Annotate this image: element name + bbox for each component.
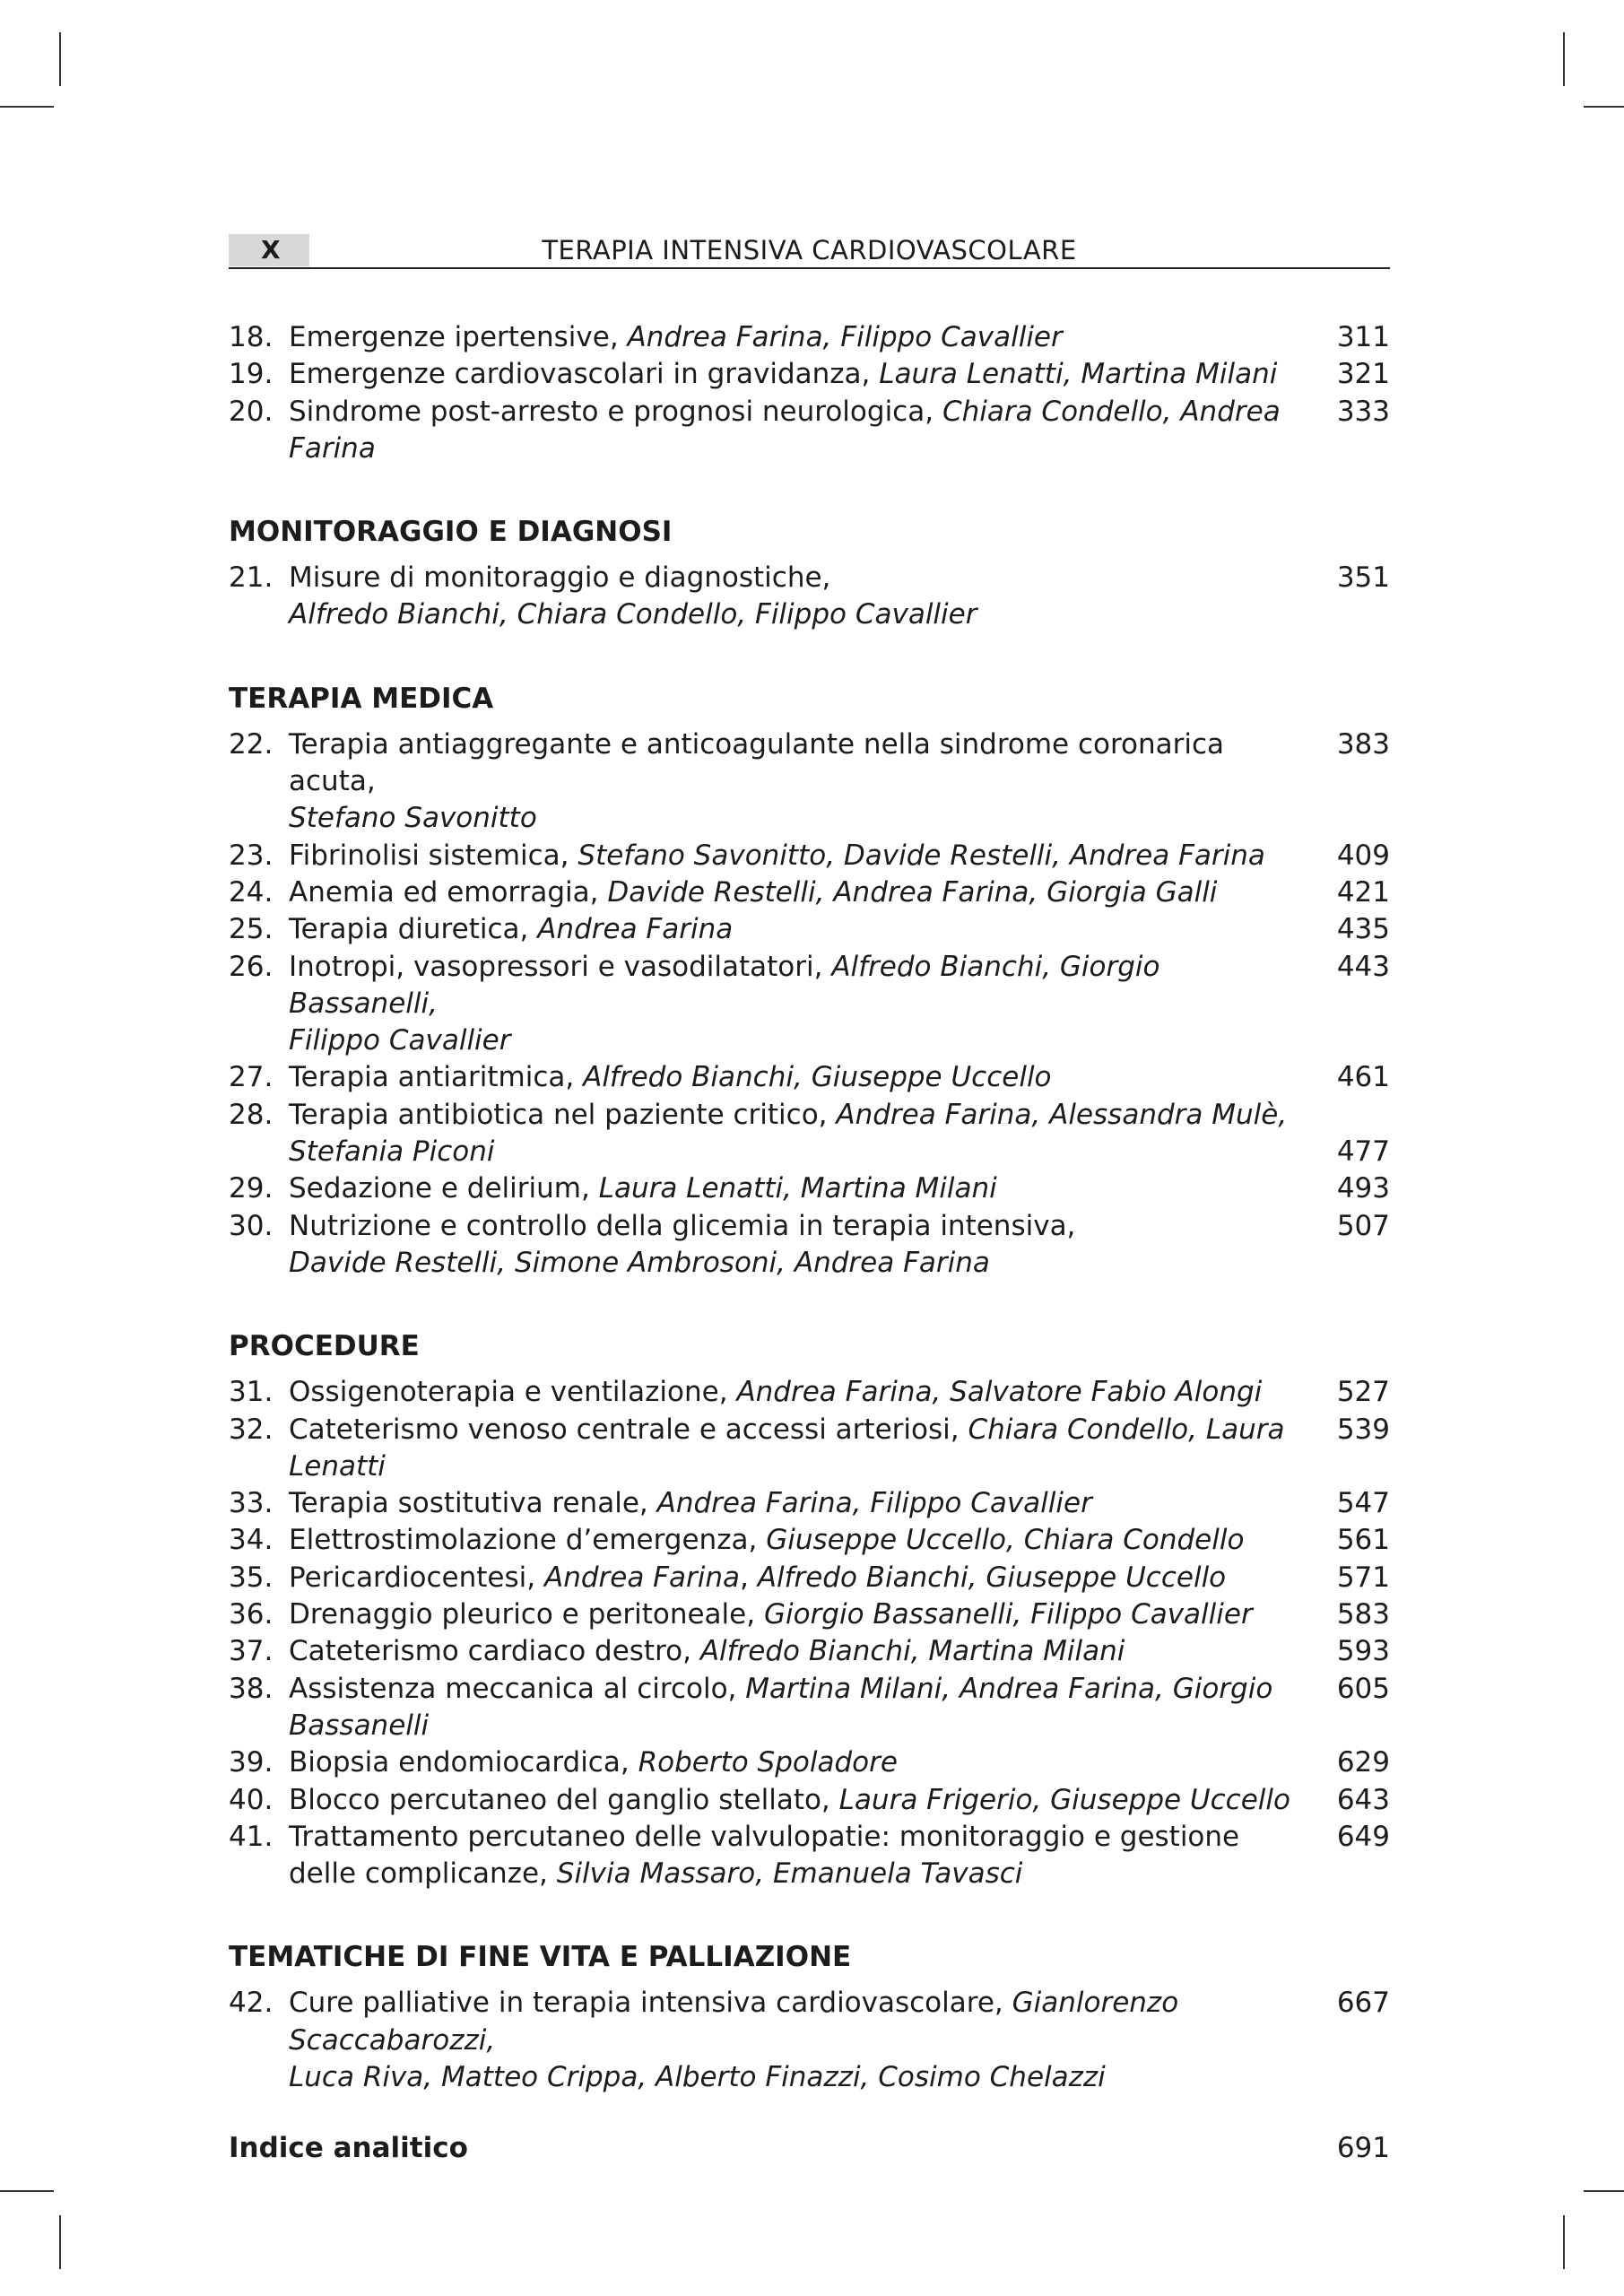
chapter-authors: Giorgio Bassanelli, Filippo Cavallier xyxy=(763,1598,1253,1631)
chapter-title: Emergenze cardiovascolari in gravidanza, xyxy=(289,358,880,391)
chapter-number: 18. xyxy=(229,321,274,353)
toc-entry[interactable] xyxy=(229,319,1390,356)
chapter-authors: Andrea Farina xyxy=(537,913,734,946)
chapter-title: Terapia antiaggregante e anticoagulante nella sindrome coronarica acuta, xyxy=(289,727,1225,798)
chapter-title: Terapia antibiotica nel paziente critico, xyxy=(289,1098,837,1131)
chapter-authors-cont: Luca Riva, Matteo Crippa, Alberto Finazzi, Cosimo Chelazzi xyxy=(289,2060,1106,2093)
page-number: 561 xyxy=(1336,1524,1390,1557)
toc-entry[interactable] xyxy=(229,1208,1390,1283)
toc-entry[interactable] xyxy=(229,949,1390,1060)
chapter-authors-cont: Filippo Cavallier xyxy=(289,1024,511,1057)
page-number: 321 xyxy=(1336,358,1390,391)
page-number: 507 xyxy=(1336,1209,1390,1242)
toc-entry[interactable] xyxy=(229,1097,1390,1171)
chapter-title: Assistenza meccanica al circolo, xyxy=(289,1672,746,1705)
page-number: 383 xyxy=(1336,727,1390,761)
crop-mark xyxy=(0,106,54,108)
crop-mark xyxy=(1563,2215,1565,2269)
toc-entry[interactable] xyxy=(229,1671,1390,1745)
chapter-number: 28. xyxy=(229,1098,274,1131)
chapter-number: 31. xyxy=(229,1376,274,1409)
chapter-title: Cure palliative in terapia intensiva cardiovascolare, xyxy=(289,1987,1012,2020)
page-number: 443 xyxy=(1336,950,1390,983)
page-number: 643 xyxy=(1336,1783,1390,1816)
chapter-authors: Alfredo Bianchi, Giuseppe Uccello xyxy=(583,1061,1052,1094)
index-label: Indice analitico xyxy=(229,2132,468,2165)
chapter-authors: Alfredo Bianchi, Giuseppe Uccello xyxy=(757,1561,1227,1594)
crop-mark xyxy=(1584,106,1624,108)
chapter-title: Nutrizione e controllo della glicemia in terapia intensiva, xyxy=(289,1209,1076,1242)
page-number: 351 xyxy=(1336,561,1390,595)
page-number: 605 xyxy=(1336,1672,1390,1705)
page-number: 435 xyxy=(1336,913,1390,946)
page-number: 409 xyxy=(1336,839,1390,872)
chapter-title-separator: , xyxy=(740,1561,758,1594)
chapter-authors: Andrea Farina xyxy=(543,1561,741,1594)
chapter-authors: Martina Milani, Andrea Farina, Giorgio Bassanelli xyxy=(289,1672,1273,1742)
section-heading: TERAPIA MEDICA xyxy=(229,682,494,715)
chapter-title: Terapia antiaritmica, xyxy=(289,1061,584,1094)
toc-entry[interactable] xyxy=(229,1560,1390,1596)
toc-entry[interactable] xyxy=(229,911,1390,948)
chapter-number: 37. xyxy=(229,1635,274,1668)
running-title: TERAPIA INTENSIVA CARDIOVASCOLARE xyxy=(542,235,1077,265)
chapter-number: 39. xyxy=(229,1746,274,1779)
chapter-number: 33. xyxy=(229,1487,274,1520)
toc-entry[interactable] xyxy=(229,1522,1390,1559)
chapter-authors: Giuseppe Uccello, Chiara Condello xyxy=(766,1524,1245,1557)
crop-mark xyxy=(1584,2190,1624,2192)
toc-entry[interactable] xyxy=(229,1633,1390,1670)
section-heading: TEMATICHE DI FINE VITA E PALLIAZIONE xyxy=(229,1941,852,1974)
toc-entry[interactable] xyxy=(229,394,1390,468)
toc-entry[interactable] xyxy=(229,1485,1390,1522)
chapter-title: Fibrinolisi sistemica, xyxy=(289,839,578,872)
chapter-authors: Gianlorenzo Scaccabarozzi, xyxy=(289,1987,1179,2057)
chapter-title: Blocco percutaneo del ganglio stellato, xyxy=(289,1783,839,1816)
chapter-number: 22. xyxy=(229,727,274,761)
chapter-title: Cateterismo venoso centrale e accessi arteriosi, xyxy=(289,1413,968,1446)
chapter-number: 36. xyxy=(229,1598,274,1631)
page-number: 461 xyxy=(1336,1061,1390,1094)
chapter-authors: Davide Restelli, Simone Ambrosoni, Andrea Farina xyxy=(289,1246,990,1279)
page-number: 311 xyxy=(1336,321,1390,353)
chapter-authors: Roberto Spoladore xyxy=(638,1746,898,1779)
chapter-number: 42. xyxy=(229,1987,274,2020)
toc-entry[interactable] xyxy=(229,1744,1390,1781)
crop-mark xyxy=(59,32,61,86)
chapter-title: Anemia ed emorragia, xyxy=(289,875,608,909)
page-number: 527 xyxy=(1336,1376,1390,1409)
chapter-number: 41. xyxy=(229,1820,274,1853)
page-number: 477 xyxy=(1336,1135,1390,1169)
page-number: 547 xyxy=(1336,1487,1390,1520)
chapter-authors: Laura Lenatti, Martina Milani xyxy=(598,1172,997,1205)
chapter-title: Inotropi, vasopressori e vasodilatatori, xyxy=(289,950,832,983)
toc-entry[interactable] xyxy=(229,1782,1390,1819)
chapter-title: Trattamento percutaneo delle valvulopatie: monitoraggio e gestione xyxy=(289,1820,1240,1853)
toc-entry[interactable] xyxy=(229,838,1390,874)
chapter-title: Terapia diuretica, xyxy=(289,913,538,946)
chapter-number: 27. xyxy=(229,1061,274,1094)
toc-entry[interactable] xyxy=(229,1059,1390,1096)
chapter-authors: Davide Restelli, Andrea Farina, Giorgia Galli xyxy=(607,875,1218,909)
page-number: 667 xyxy=(1336,1987,1390,2020)
chapter-title: Sindrome post-arresto e prognosi neurologica, xyxy=(289,395,942,428)
chapter-number: 26. xyxy=(229,950,274,983)
chapter-number: 29. xyxy=(229,1172,274,1205)
toc-entry[interactable] xyxy=(229,560,1390,634)
chapter-title: Biopsia endomiocardica, xyxy=(289,1746,638,1779)
chapter-number: 38. xyxy=(229,1672,274,1705)
chapter-authors: Alfredo Bianchi, Chiara Condello, Filippo Cavallier xyxy=(289,598,977,631)
chapter-number: 25. xyxy=(229,913,274,946)
page-number: 629 xyxy=(1336,1746,1390,1779)
chapter-number: 34. xyxy=(229,1524,274,1557)
chapter-title: Ossigenoterapia e ventilazione, xyxy=(289,1376,737,1409)
page-number: 691 xyxy=(1336,2132,1390,2165)
page-number: 583 xyxy=(1336,1598,1390,1631)
section-heading: MONITORAGGIO E DIAGNOSI xyxy=(229,516,673,549)
running-head xyxy=(229,230,1390,268)
chapter-number: 19. xyxy=(229,358,274,391)
chapter-title: Terapia sostitutiva renale, xyxy=(289,1487,657,1520)
chapter-authors: Chiara Condello, Laura Lenatti xyxy=(289,1413,1285,1483)
chapter-authors: Chiara Condello, Andrea Farina xyxy=(289,395,1281,465)
section-heading: PROCEDURE xyxy=(229,1330,420,1363)
chapter-authors: Stefano Savonitto xyxy=(289,802,537,835)
chapter-authors: Stefano Savonitto, Davide Restelli, Andrea Farina xyxy=(578,839,1265,872)
chapter-authors-cont: Stefania Piconi xyxy=(289,1135,495,1169)
crop-mark xyxy=(59,2215,61,2269)
toc-entry[interactable] xyxy=(229,356,1390,393)
page-folio: X xyxy=(229,234,309,266)
toc-entry[interactable] xyxy=(229,1170,1390,1207)
chapter-authors: Andrea Farina, Filippo Cavallier xyxy=(627,321,1063,353)
chapter-number: 21. xyxy=(229,561,274,595)
toc-entry[interactable] xyxy=(229,1374,1390,1411)
header-rule xyxy=(229,267,1390,269)
page-number: 593 xyxy=(1336,1635,1390,1668)
toc-entry[interactable] xyxy=(229,874,1390,911)
toc-entry[interactable] xyxy=(229,726,1390,838)
chapter-authors: Alfredo Bianchi, Martina Milani xyxy=(699,1635,1125,1668)
chapter-title: Drenaggio pleurico e peritoneale, xyxy=(289,1598,764,1631)
chapter-title: Cateterismo cardiaco destro, xyxy=(289,1635,700,1668)
chapter-title: Sedazione e delirium, xyxy=(289,1172,599,1205)
page-number: 493 xyxy=(1336,1172,1390,1205)
chapter-title: Pericardiocentesi, xyxy=(289,1561,544,1594)
toc-entry[interactable] xyxy=(229,1819,1390,1893)
chapter-number: 40. xyxy=(229,1783,274,1816)
chapter-authors: Silvia Massaro, Emanuela Tavasci xyxy=(556,1857,1023,1891)
chapter-authors: Andrea Farina, Salvatore Fabio Alongi xyxy=(736,1376,1263,1409)
toc-entry[interactable] xyxy=(229,1596,1390,1633)
chapter-title: Emergenze ipertensive, xyxy=(289,321,628,353)
page-number: 539 xyxy=(1336,1413,1390,1446)
chapter-authors: Laura Lenatti, Martina Milani xyxy=(879,358,1278,391)
chapter-number: 23. xyxy=(229,839,274,872)
toc-entry[interactable] xyxy=(229,1985,1390,2096)
toc-entry[interactable] xyxy=(229,1412,1390,1486)
chapter-authors: Andrea Farina, Filippo Cavallier xyxy=(656,1487,1092,1520)
page-number: 571 xyxy=(1336,1561,1390,1594)
page-number: 649 xyxy=(1336,1820,1390,1853)
chapter-title-cont: delle complicanze, xyxy=(289,1857,557,1891)
chapter-authors: Alfredo Bianchi, Giorgio Bassanelli, xyxy=(289,950,1160,1020)
chapter-number: 35. xyxy=(229,1561,274,1594)
chapter-number: 30. xyxy=(229,1209,274,1242)
chapter-authors: Andrea Farina, Alessandra Mulè, xyxy=(836,1098,1288,1131)
chapter-number: 20. xyxy=(229,395,274,428)
crop-mark xyxy=(1563,32,1565,86)
chapter-title: Elettrostimolazione d’emergenza, xyxy=(289,1524,767,1557)
page-number: 421 xyxy=(1336,875,1390,909)
toc-entry-index[interactable] xyxy=(229,2130,1390,2167)
page-number: 333 xyxy=(1336,395,1390,428)
chapter-number: 24. xyxy=(229,875,274,909)
chapter-title: Misure di monitoraggio e diagnostiche, xyxy=(289,561,831,595)
table-of-contents xyxy=(229,319,1390,2167)
crop-mark xyxy=(0,2190,54,2192)
chapter-authors: Laura Frigerio, Giuseppe Uccello xyxy=(838,1783,1290,1816)
chapter-number: 32. xyxy=(229,1413,274,1446)
